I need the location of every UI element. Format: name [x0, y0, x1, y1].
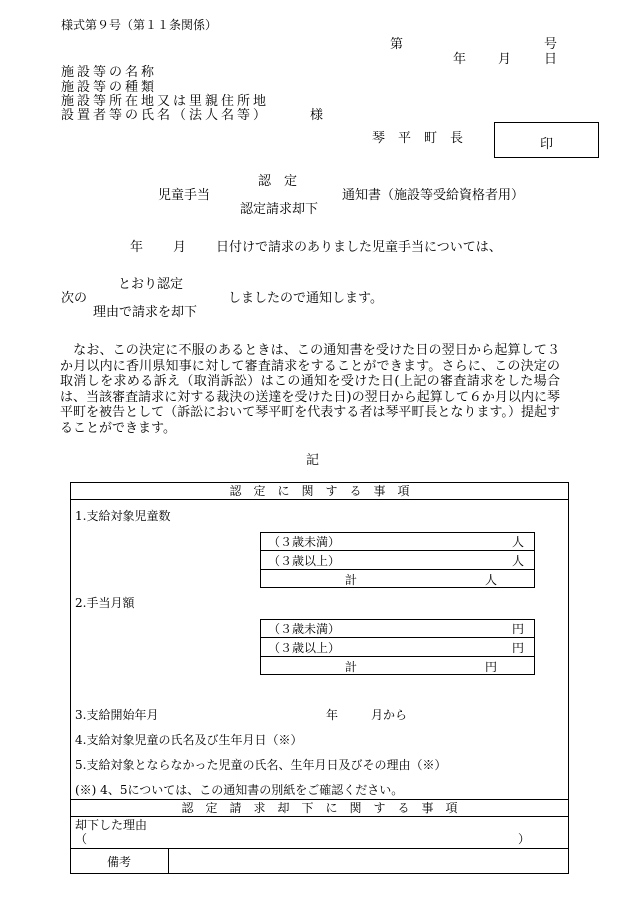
decision-option-approve: とおり認定	[118, 277, 184, 292]
issuer-title: 琴 平 町 長	[372, 131, 464, 146]
date-year: 年	[453, 52, 467, 67]
start-year-unit: 年	[326, 708, 339, 722]
date-day: 日	[544, 52, 558, 67]
remarks-divider	[168, 848, 169, 874]
date-line-text: 日付けで請求のありました児童手当については、	[216, 240, 502, 255]
count-total-label: 計	[345, 572, 358, 587]
form-number: 様式第９号（第１１条関係）	[61, 18, 218, 32]
amount-total-unit: 円	[485, 659, 498, 674]
item5-label: 5.支給対象とならなかった児童の氏名、生年月日及びその理由（※）	[75, 758, 447, 772]
date-line-year: 年	[130, 240, 144, 255]
facility-type-label: 施設等の種類	[61, 80, 158, 95]
amount-under3-unit: 円	[512, 622, 525, 636]
section1-header: 認 定 に 関 す る 事 項	[229, 484, 410, 498]
title-tsuchisho: 通知書（施設等受給資格者用）	[342, 188, 525, 203]
decision-tsugi: 次の	[61, 291, 88, 306]
amount-total-label: 計	[345, 659, 358, 674]
title-kyakka: 認定請求却下	[240, 202, 319, 217]
amount-over3-label: （３歳以上）	[268, 640, 341, 655]
start-month-from: 月から	[371, 708, 408, 722]
count-over3-unit: 人	[512, 553, 525, 568]
reason-paren-open: （	[75, 832, 88, 846]
date-line-month: 月	[173, 240, 187, 255]
doc-number-prefix: 第	[390, 37, 404, 52]
amount-over3-unit: 円	[512, 640, 525, 655]
amount-under3-label: （３歳未満）	[268, 622, 341, 636]
facility-owner-label: 設置者等の氏名（法人名等）	[61, 108, 270, 123]
facility-address-label: 施設等所在地又は里親住所地	[61, 94, 270, 109]
rejection-reason-label: 却下した理由	[75, 818, 148, 832]
appeal-notice	[60, 343, 560, 437]
count-under3-label: （３歳未満）	[268, 535, 341, 549]
count-total-unit: 人	[485, 572, 498, 587]
doc-number-suffix: 号	[544, 37, 558, 52]
title-jido-teate: 児童手当	[158, 188, 211, 203]
section2-header: 認 定 請 求 却 下 に 関 す る 事 項	[181, 801, 458, 815]
appeal-notice-text: なお、この決定に不服のあるときは、この通知書を受けた日の翌日から起算して３か月以内に香川県知事に対して審査請求をすることができます。さらに、この決定の取消しを求める訴え（取消訴訟）はこの通知を受けた日(上記の審査請求をした場合は、当該審査請求に対する裁決の送達を受けた日)の翌日から起算して６か月以内に琴平町を被告として（訴訟において琴平町を代表する者は琴平町長となります。）提起することができます。	[60, 343, 560, 436]
decision-main: しましたので通知します。	[228, 291, 383, 306]
section1-header-divider	[70, 499, 569, 500]
decision-option-reject: 理由で請求を却下	[93, 305, 198, 320]
reason-paren-close: ）	[518, 832, 531, 846]
section2-header-divider	[70, 816, 569, 817]
seal-box	[494, 122, 599, 158]
count-over3-label: （３歳以上）	[268, 553, 341, 568]
count-under3-unit: 人	[512, 535, 525, 549]
facility-name-label: 施設等の名称	[61, 65, 158, 80]
seal-mark: 印	[539, 137, 553, 152]
item4-label: 4.支給対象児童の氏名及び生年月日（※）	[75, 733, 303, 747]
ki-mark: 記	[306, 453, 320, 468]
item3-label: 3.支給開始年月	[75, 708, 159, 722]
title-nintei: 認 定	[258, 174, 298, 189]
honorific-sama: 様	[310, 108, 324, 123]
item2-label: 2.手当月額	[75, 596, 135, 610]
item1-label: 1.支給対象児童数	[75, 509, 171, 523]
date-month: 月	[498, 52, 512, 67]
appendix-note: (※) 4、5については、この通知書の別紙をご確認ください。	[75, 783, 404, 797]
remarks-label: 備考	[106, 854, 131, 869]
